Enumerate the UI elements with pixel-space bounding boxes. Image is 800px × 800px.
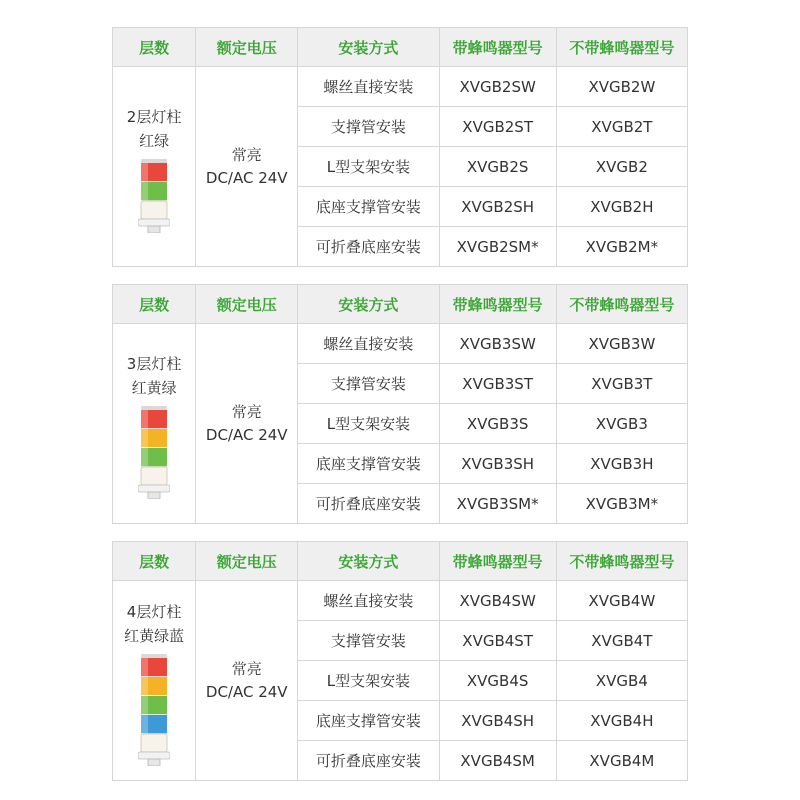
- mount-type: 螺丝直接安装: [298, 324, 439, 364]
- model-without-buzzer: XVGB3M*: [556, 484, 687, 524]
- mount-type: 可折叠底座安装: [298, 227, 439, 267]
- model-with-buzzer: XVGB4S: [439, 661, 556, 701]
- spec-table-4-layer: [112, 541, 688, 781]
- voltage-mode: 常亮: [231, 659, 262, 678]
- model-with-buzzer: XVGB4ST: [439, 621, 556, 661]
- voltage-value: DC/AC 24V: [205, 682, 288, 701]
- model-without-buzzer: XVGB4H: [556, 701, 687, 741]
- voltage-cell: [196, 324, 298, 524]
- header-voltage: 额定电压: [196, 542, 298, 581]
- header-with-buzzer: 带蜂鸣器型号: [439, 28, 556, 67]
- mount-type: 底座支撑管安装: [298, 187, 439, 227]
- mount-type: 支撑管安装: [298, 621, 439, 661]
- model-without-buzzer: XVGB2W: [556, 67, 687, 107]
- header-mount: 安装方式: [298, 285, 439, 324]
- model-with-buzzer: XVGB3SM*: [439, 484, 556, 524]
- table-row: [113, 67, 688, 107]
- header-without-buzzer: 不带蜂鸣器型号: [556, 285, 687, 324]
- table-row: [113, 324, 688, 364]
- header-with-buzzer: 带蜂鸣器型号: [439, 542, 556, 581]
- layer-cell: [113, 581, 196, 781]
- model-without-buzzer: XVGB2H: [556, 187, 687, 227]
- model-without-buzzer: XVGB3T: [556, 364, 687, 404]
- header-layers: 层数: [113, 285, 196, 324]
- model-with-buzzer: XVGB3SH: [439, 444, 556, 484]
- layer-colors: 红黄绿蓝: [124, 626, 185, 645]
- header-voltage: 额定电压: [196, 285, 298, 324]
- mount-type: L型支架安装: [298, 661, 439, 701]
- model-without-buzzer: XVGB2: [556, 147, 687, 187]
- model-without-buzzer: XVGB4W: [556, 581, 687, 621]
- model-without-buzzer: XVGB4: [556, 661, 687, 701]
- model-with-buzzer: XVGB3S: [439, 404, 556, 444]
- model-with-buzzer: XVGB3SW: [439, 324, 556, 364]
- model-with-buzzer: XVGB2S: [439, 147, 556, 187]
- model-without-buzzer: XVGB4T: [556, 621, 687, 661]
- voltage-cell: [196, 581, 298, 781]
- header-voltage: 额定电压: [196, 28, 298, 67]
- mount-type: 螺丝直接安装: [298, 67, 439, 107]
- voltage-mode: 常亮: [231, 145, 262, 164]
- header-with-buzzer: 带蜂鸣器型号: [439, 285, 556, 324]
- layer-name: 3层灯柱: [126, 355, 182, 373]
- mount-type: 支撑管安装: [298, 364, 439, 404]
- model-without-buzzer: XVGB3H: [556, 444, 687, 484]
- model-with-buzzer: XVGB2ST: [439, 107, 556, 147]
- header-layers: 层数: [113, 542, 196, 581]
- mount-type: 支撑管安装: [298, 107, 439, 147]
- layer-colors: 红黄绿: [131, 379, 177, 397]
- layer-name: 2层灯柱: [126, 107, 182, 126]
- header-layers: 层数: [113, 28, 196, 67]
- model-with-buzzer: XVGB4SM: [439, 741, 556, 781]
- header-mount: 安装方式: [298, 28, 439, 67]
- mount-type: L型支架安装: [298, 147, 439, 187]
- model-without-buzzer: XVGB3W: [556, 324, 687, 364]
- model-with-buzzer: XVGB2SW: [439, 67, 556, 107]
- model-with-buzzer: XVGB3ST: [439, 364, 556, 404]
- voltage-cell: [196, 67, 298, 267]
- model-without-buzzer: XVGB2T: [556, 107, 687, 147]
- model-without-buzzer: XVGB4M: [556, 741, 687, 781]
- header-mount: 安装方式: [298, 542, 439, 581]
- layer-cell: [113, 324, 196, 524]
- signal-tower-lamp-icon: [138, 654, 170, 766]
- mount-type: 可折叠底座安装: [298, 484, 439, 524]
- voltage-value: DC/AC 24V: [205, 168, 288, 187]
- layer-cell: [113, 67, 196, 267]
- table-header-row: [113, 285, 688, 324]
- mount-type: L型支架安装: [298, 404, 439, 444]
- table-row: [113, 581, 688, 621]
- spec-table-3-layer: [112, 284, 688, 524]
- mount-type: 可折叠底座安装: [298, 741, 439, 781]
- signal-tower-lamp-icon: [138, 406, 170, 499]
- model-with-buzzer: XVGB4SH: [439, 701, 556, 741]
- mount-type: 底座支撑管安装: [298, 444, 439, 484]
- header-without-buzzer: 不带蜂鸣器型号: [556, 542, 687, 581]
- model-with-buzzer: XVGB2SM*: [439, 227, 556, 267]
- model-with-buzzer: XVGB4SW: [439, 581, 556, 621]
- mount-type: 螺丝直接安装: [298, 581, 439, 621]
- voltage-mode: 常亮: [231, 402, 262, 421]
- table-header-row: [113, 28, 688, 67]
- layer-colors: 红绿: [139, 131, 170, 150]
- model-without-buzzer: XVGB3: [556, 404, 687, 444]
- header-without-buzzer: 不带蜂鸣器型号: [556, 28, 687, 67]
- model-with-buzzer: XVGB2SH: [439, 187, 556, 227]
- model-without-buzzer: XVGB2M*: [556, 227, 687, 267]
- spec-table-2-layer: [112, 27, 688, 267]
- voltage-value: DC/AC 24V: [205, 425, 288, 444]
- mount-type: 底座支撑管安装: [298, 701, 439, 741]
- table-header-row: [113, 542, 688, 581]
- signal-tower-lamp-icon: [138, 159, 170, 233]
- layer-name: 4层灯柱: [126, 602, 182, 621]
